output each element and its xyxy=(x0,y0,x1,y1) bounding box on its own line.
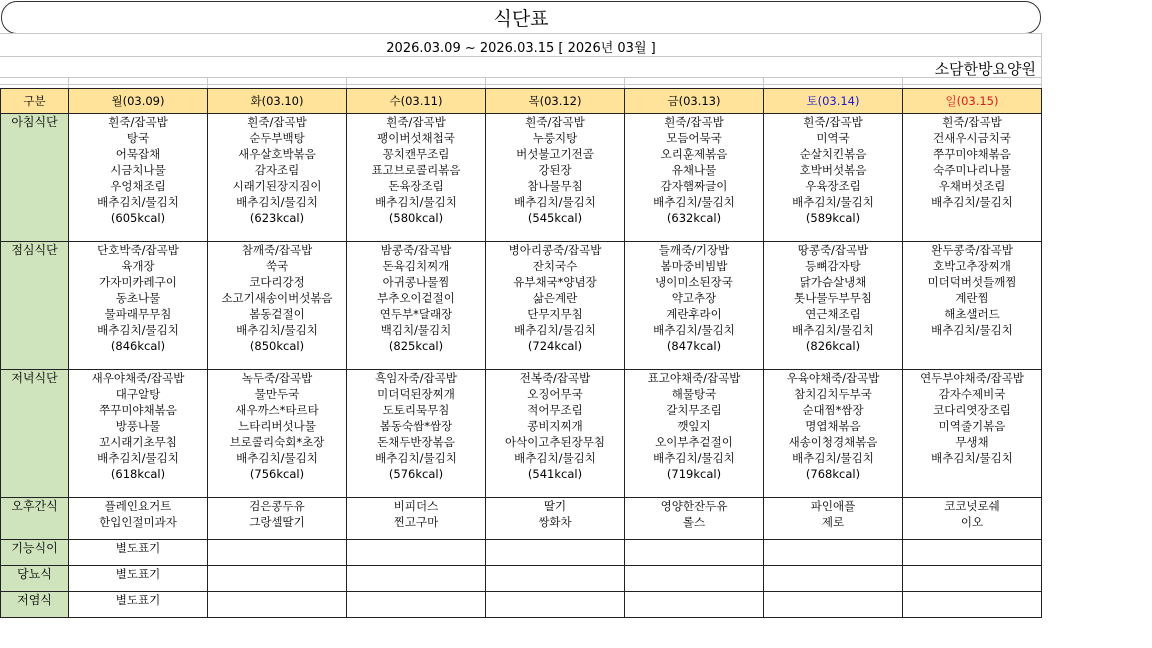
menu-item: 찐고구마 xyxy=(393,515,439,529)
menu-cell xyxy=(486,592,625,618)
menu-item: 약고추장 xyxy=(671,291,717,305)
menu-item: 육개장 xyxy=(121,259,155,273)
day-header-mon: 월(03.09) xyxy=(69,89,208,114)
menu-cell xyxy=(486,498,625,540)
menu-item: (632kcal) xyxy=(666,211,722,225)
menu-item: 우채버섯조림 xyxy=(938,179,1006,193)
menu-item: 배추김치/물김치 xyxy=(931,451,1013,465)
menu-item: 새우야채죽/잡곡밥 xyxy=(91,371,185,385)
menu-item: 이오 xyxy=(960,515,984,529)
menu-item: 우엉채조림 xyxy=(110,179,166,193)
menu-item: 돈채두반장볶음 xyxy=(377,435,455,449)
menu-item: 계란후라이 xyxy=(666,307,722,321)
menu-item: 플레인요거트 xyxy=(104,499,172,513)
menu-cell xyxy=(208,498,347,540)
menu-item: 물만두국 xyxy=(254,387,300,401)
day-header-sat: 토(03.14) xyxy=(764,89,903,114)
menu-item: 쑥국 xyxy=(265,259,289,273)
meal-plan-table xyxy=(0,88,1042,618)
meal-row-diabetic xyxy=(1,566,1042,592)
menu-item: 미더덕버섯들깨찜 xyxy=(927,275,1017,289)
menu-cell xyxy=(69,242,208,370)
menu-item: 봄동숙쌈*쌈장 xyxy=(379,419,453,433)
menu-item: 봄마중비빔밥 xyxy=(660,259,728,273)
day-header-fri: 금(03.13) xyxy=(625,89,764,114)
menu-cell xyxy=(903,540,1042,566)
menu-cell xyxy=(208,592,347,618)
menu-item: (768kcal) xyxy=(805,467,861,481)
menu-item: (756kcal) xyxy=(249,467,305,481)
menu-item: 연근채조림 xyxy=(805,307,861,321)
menu-cell xyxy=(625,370,764,498)
meal-row-dinner xyxy=(1,370,1042,498)
menu-item: (541kcal) xyxy=(527,467,583,481)
menu-item: 코다리강정 xyxy=(249,275,305,289)
menu-item: 표고브로콜리볶음 xyxy=(371,163,461,177)
menu-item: (589kcal) xyxy=(805,211,861,225)
row-label: 점심식단 xyxy=(1,242,69,370)
menu-cell xyxy=(347,114,486,242)
menu-cell xyxy=(764,592,903,618)
menu-item: 흰죽/잡곡밥 xyxy=(525,115,585,129)
menu-cell xyxy=(625,592,764,618)
menu-cell xyxy=(347,566,486,592)
menu-item: 미역줄기볶음 xyxy=(938,419,1006,433)
menu-item: 배추김치/물김치 xyxy=(792,195,874,209)
menu-item: 적어무조림 xyxy=(527,403,583,417)
menu-item: 파인애플 xyxy=(810,499,856,513)
menu-item: 해초샐러드 xyxy=(944,307,1000,321)
menu-item: 계란찜 xyxy=(955,291,989,305)
menu-item: 배추김치/물김치 xyxy=(792,451,874,465)
day-header-thu: 목(03.12) xyxy=(486,89,625,114)
menu-item: 건새우시금치국 xyxy=(933,131,1011,145)
menu-item: 아삭이고추된장무침 xyxy=(505,435,605,449)
menu-item: (826kcal) xyxy=(805,339,861,353)
menu-item: 돈육장조림 xyxy=(388,179,444,193)
menu-item: 새우살호박볶음 xyxy=(238,147,316,161)
menu-item: 배추김치/물김치 xyxy=(97,195,179,209)
menu-item: 명엽채볶음 xyxy=(805,419,861,433)
menu-item: 배추김치/물김치 xyxy=(375,451,457,465)
menu-cell xyxy=(625,498,764,540)
menu-item: 우육야채죽/잡곡밥 xyxy=(786,371,880,385)
row-label: 당뇨식 xyxy=(1,566,69,592)
menu-item: 아귀콩나물찜 xyxy=(382,275,450,289)
day-header-wed: 수(03.11) xyxy=(347,89,486,114)
menu-cell xyxy=(69,592,208,618)
menu-item: 숙주미나리나물 xyxy=(933,163,1011,177)
menu-item: 배추김치/물김치 xyxy=(97,323,179,337)
menu-cell xyxy=(486,370,625,498)
menu-item: 한입인절미과자 xyxy=(99,515,177,529)
menu-item: 흰죽/잡곡밥 xyxy=(942,115,1002,129)
menu-item: 순두부백탕 xyxy=(249,131,305,145)
menu-cell xyxy=(764,566,903,592)
menu-item: 새송이청경채볶음 xyxy=(788,435,878,449)
menu-item: 소고기새송이버섯볶음 xyxy=(221,291,333,305)
menu-cell xyxy=(625,566,764,592)
menu-cell xyxy=(208,114,347,242)
menu-item: 연두부야채죽/잡곡밥 xyxy=(920,371,1024,385)
meal-row-snack xyxy=(1,498,1042,540)
meal-row-breakfast xyxy=(1,114,1042,242)
menu-cell xyxy=(347,242,486,370)
menu-item: 삶은계란 xyxy=(532,291,578,305)
menu-item: 시래기된장지짐이 xyxy=(232,179,322,193)
menu-item: 우육장조림 xyxy=(805,179,861,193)
menu-item: 배추김치/물김치 xyxy=(97,451,179,465)
menu-item: 닭가슴살냉채 xyxy=(799,275,867,289)
menu-item: 참치김치두부국 xyxy=(794,387,872,401)
menu-cell xyxy=(347,540,486,566)
meal-row-functional xyxy=(1,540,1042,566)
menu-item: 완두콩죽/잡곡밥 xyxy=(931,243,1013,257)
menu-item: 봄동겉절이 xyxy=(249,307,305,321)
row-label: 기능식이 xyxy=(1,540,69,566)
menu-item: 참깨죽/잡곡밥 xyxy=(241,243,313,257)
menu-item: 쭈꾸미야채볶음 xyxy=(933,147,1011,161)
row-label: 아침식단 xyxy=(1,114,69,242)
menu-item: 코코넛로쉐 xyxy=(944,499,1000,513)
menu-item: 검은콩두유 xyxy=(249,499,305,513)
menu-item: 누룽지탕 xyxy=(532,131,578,145)
menu-item: 대구알탕 xyxy=(115,387,161,401)
menu-cell xyxy=(764,242,903,370)
menu-item: 배추김치/물김치 xyxy=(653,195,735,209)
menu-cell xyxy=(208,370,347,498)
menu-cell xyxy=(903,370,1042,498)
menu-item: 그랑셀딸기 xyxy=(249,515,305,529)
menu-item: 배추김치/물김치 xyxy=(653,451,735,465)
menu-item: 흰죽/잡곡밥 xyxy=(247,115,307,129)
menu-item: 가자미카레구이 xyxy=(99,275,177,289)
menu-item: 등뼈감자탕 xyxy=(805,259,861,273)
menu-cell xyxy=(486,114,625,242)
menu-item: 어묵잡채 xyxy=(115,147,161,161)
menu-item: 탕국 xyxy=(126,131,150,145)
menu-cell xyxy=(486,540,625,566)
menu-item: 비피더스 xyxy=(393,499,439,513)
menu-item: 배추김치/물김치 xyxy=(236,195,318,209)
menu-cell xyxy=(625,114,764,242)
menu-item: 오리훈제볶음 xyxy=(660,147,728,161)
meal-row-lunch xyxy=(1,242,1042,370)
menu-item: 녹두죽/잡곡밥 xyxy=(241,371,313,385)
menu-item: 흰죽/잡곡밥 xyxy=(386,115,446,129)
menu-item: 영양한잔두유 xyxy=(660,499,728,513)
menu-item: 감자햄짜글이 xyxy=(660,179,728,193)
menu-item: 유부채국*양념장 xyxy=(513,275,597,289)
menu-cell xyxy=(486,566,625,592)
menu-cell xyxy=(903,242,1042,370)
menu-item: 호박버섯볶음 xyxy=(799,163,867,177)
header-row xyxy=(1,89,1042,114)
menu-item: 백김치/물김치 xyxy=(380,323,452,337)
category-header: 구분 xyxy=(1,89,69,114)
menu-item: (545kcal) xyxy=(527,211,583,225)
menu-item: (850kcal) xyxy=(249,339,305,353)
menu-item: 흑임자죽/잡곡밥 xyxy=(375,371,457,385)
menu-item: 오징어무국 xyxy=(527,387,583,401)
row-label: 오후간식 xyxy=(1,498,69,540)
menu-cell xyxy=(69,114,208,242)
meal-row-low-sodium xyxy=(1,592,1042,618)
menu-item: 배추김치/물김치 xyxy=(514,451,596,465)
menu-item: 미더덕된장찌개 xyxy=(377,387,455,401)
menu-item: 배추김치/물김치 xyxy=(514,323,596,337)
menu-item: 부추오이겉절이 xyxy=(377,291,455,305)
menu-item: 순대찜*쌈장 xyxy=(802,403,864,417)
menu-item: 배추김치/물김치 xyxy=(236,323,318,337)
day-header-sun: 일(03.15) xyxy=(903,89,1042,114)
menu-item: 무생채 xyxy=(955,435,989,449)
menu-item: 오이부추겉절이 xyxy=(655,435,733,449)
menu-item: 냉이미소된장국 xyxy=(655,275,733,289)
menu-item: 감자조림 xyxy=(254,163,300,177)
menu-cell xyxy=(347,592,486,618)
menu-item: 별도표기 xyxy=(115,567,161,581)
menu-cell xyxy=(208,566,347,592)
menu-item: 단무지무침 xyxy=(527,307,583,321)
menu-item: 유채나물 xyxy=(671,163,717,177)
menu-cell xyxy=(208,540,347,566)
menu-item: 배추김치/물김치 xyxy=(931,195,1013,209)
menu-cell xyxy=(903,566,1042,592)
menu-item: (719kcal) xyxy=(666,467,722,481)
menu-item: 시금치나물 xyxy=(110,163,166,177)
menu-cell xyxy=(764,498,903,540)
menu-item: 방풍나물 xyxy=(115,419,161,433)
menu-item: 새우까스*타르타 xyxy=(235,403,319,417)
menu-cell xyxy=(69,498,208,540)
menu-item: 흰죽/잡곡밥 xyxy=(108,115,168,129)
menu-item: 모듬어묵국 xyxy=(666,131,722,145)
menu-item: 물파래무무침 xyxy=(104,307,172,321)
menu-item: 참나물무침 xyxy=(527,179,583,193)
menu-item: 별도표기 xyxy=(115,593,161,607)
menu-cell xyxy=(764,114,903,242)
menu-item: (847kcal) xyxy=(666,339,722,353)
menu-item: 흰죽/잡곡밥 xyxy=(664,115,724,129)
menu-item: 배추김치/물김치 xyxy=(514,195,596,209)
menu-cell xyxy=(208,242,347,370)
menu-cell xyxy=(347,498,486,540)
menu-cell xyxy=(764,370,903,498)
menu-item: 딸기 xyxy=(543,499,567,513)
menu-item: 꽁치캔무조림 xyxy=(382,147,450,161)
menu-item: 별도표기 xyxy=(115,541,161,555)
menu-item: 연두부*달래장 xyxy=(379,307,453,321)
menu-item: 전복죽/잡곡밥 xyxy=(519,371,591,385)
menu-item: 배추김치/물김치 xyxy=(653,323,735,337)
menu-item: 동초나물 xyxy=(115,291,161,305)
organization-name: 소담한방요양원 xyxy=(934,59,1036,78)
menu-item: 해물탕국 xyxy=(671,387,717,401)
menu-item: 꼬시래기초무침 xyxy=(99,435,177,449)
menu-item: 들깨죽/기장밥 xyxy=(658,243,730,257)
menu-cell xyxy=(764,540,903,566)
menu-cell xyxy=(903,498,1042,540)
menu-cell xyxy=(903,114,1042,242)
menu-cell xyxy=(69,540,208,566)
menu-item: 갈치무조림 xyxy=(666,403,722,417)
menu-item: 코다리엿장조림 xyxy=(933,403,1011,417)
menu-item: 호박고추장찌개 xyxy=(933,259,1011,273)
menu-item: 브로콜리숙회*초장 xyxy=(229,435,325,449)
menu-item: (623kcal) xyxy=(249,211,305,225)
menu-item: 배추김치/물김치 xyxy=(375,195,457,209)
menu-item: 톳나물두부무침 xyxy=(794,291,872,305)
page-title: 식단표 xyxy=(1,1,1041,34)
menu-item: 제로 xyxy=(821,515,845,529)
menu-item: 미역국 xyxy=(816,131,850,145)
menu-cell xyxy=(903,592,1042,618)
menu-item: (605kcal) xyxy=(110,211,166,225)
menu-item: 강된장 xyxy=(538,163,572,177)
menu-item: 버섯불고기전골 xyxy=(516,147,594,161)
menu-cell xyxy=(347,370,486,498)
menu-item: 도토리묵무침 xyxy=(382,403,450,417)
menu-item: (576kcal) xyxy=(388,467,444,481)
menu-item: 느타리버섯나물 xyxy=(238,419,316,433)
menu-item: 밤콩죽/잡곡밥 xyxy=(380,243,452,257)
menu-item: 흰죽/잡곡밥 xyxy=(803,115,863,129)
menu-cell xyxy=(625,242,764,370)
menu-item: 병아리콩죽/잡곡밥 xyxy=(508,243,602,257)
menu-item: (618kcal) xyxy=(110,467,166,481)
menu-item: 배추김치/물김치 xyxy=(792,323,874,337)
date-range: 2026.03.09 ~ 2026.03.15 [ 2026년 03월 ] xyxy=(386,40,656,56)
menu-cell xyxy=(486,242,625,370)
menu-item: (580kcal) xyxy=(388,211,444,225)
day-header-tue: 화(03.10) xyxy=(208,89,347,114)
menu-item: 콩비지찌개 xyxy=(527,419,583,433)
menu-cell xyxy=(69,370,208,498)
row-label: 저녁식단 xyxy=(1,370,69,498)
menu-item: 감자수제비국 xyxy=(938,387,1006,401)
menu-item: (825kcal) xyxy=(388,339,444,353)
menu-item: 배추김치/물김치 xyxy=(931,323,1013,337)
menu-cell xyxy=(625,540,764,566)
menu-item: 배추김치/물김치 xyxy=(236,451,318,465)
menu-item: 순살치킨볶음 xyxy=(799,147,867,161)
menu-cell xyxy=(69,566,208,592)
menu-item: 잔치국수 xyxy=(532,259,578,273)
menu-item: 돈육김치찌개 xyxy=(382,259,450,273)
menu-item: 깻잎지 xyxy=(677,419,711,433)
menu-item: 쌍화차 xyxy=(538,515,572,529)
menu-item: 팽이버섯채첩국 xyxy=(377,131,455,145)
menu-item: (846kcal) xyxy=(110,339,166,353)
menu-item: 표고야채죽/잡곡밥 xyxy=(647,371,741,385)
menu-item: 땅콩죽/잡곡밥 xyxy=(797,243,869,257)
menu-item: (724kcal) xyxy=(527,339,583,353)
menu-item: 롤스 xyxy=(682,515,706,529)
row-label: 저염식 xyxy=(1,592,69,618)
menu-item: 쭈꾸미야채볶음 xyxy=(99,403,177,417)
menu-item: 단호박죽/잡곡밥 xyxy=(97,243,179,257)
